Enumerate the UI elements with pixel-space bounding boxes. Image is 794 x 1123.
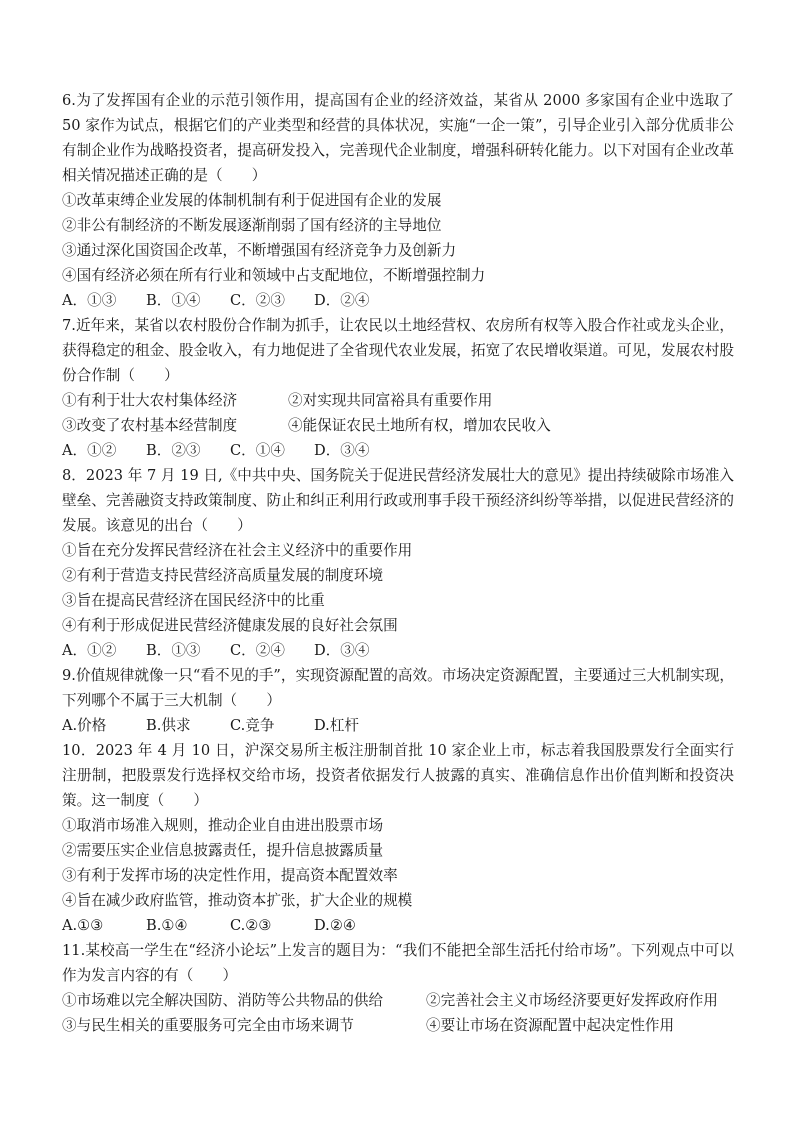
answer-c[interactable]: C．②③ <box>230 292 285 309</box>
answer-d[interactable]: D．③④ <box>314 642 370 659</box>
option-1: ①改革束缚企业发展的体制机制有利于促进国有企业的发展 <box>62 192 442 209</box>
question-stem: 10．2023 年 4 月 10 日，沪深交易所主板注册制首批 10 家企业上市，标志着我国股票发行全面实行注册制，把股票发行选择权交给市场，投资者依据发行人披露的真实、准确信息作出价值判断和投资决策。这一制度（ ） <box>62 742 734 809</box>
answer-b[interactable]: B．①④ <box>146 292 201 309</box>
answer-c[interactable]: C.②③ <box>230 917 272 934</box>
option-2: ②对实现共同富裕具有重要作用 <box>288 392 493 409</box>
question-stem: 8．2023 年 7 月 19 日,《中共中央、国务院关于促进民营经济发展壮大的意见》提出持续破除市场准入壁垒、完善融资支持政策制度、防止和纠正利用行政或刑事手段干预经济纠纷等举措，以促进民营经济的发展。该意见的出台（ ） <box>62 467 734 534</box>
question-stem: 6.为了发挥国有企业的示范引领作用，提高国有企业的经济效益，某省从 2000 多家国有企业中选取了 50 家作为试点，根据它们的产业类型和经营的具体状况，实施“一企一策”，引导企业引入部分优质非公有制企业作为战略投资者，提高研发投入，完善现代企业制度，增强科研转化能力。以下对国有企业改革相关情况描述正确的是（ ） <box>62 92 734 184</box>
question-8 <box>62 463 734 663</box>
answer-b[interactable]: B.①④ <box>146 917 188 934</box>
question-stem: 9.价值规律就像一只“看不见的手”，实现资源配置的高效。市场决定资源配置，主要通过三大机制实现，下列哪个不属于三大机制（ ） <box>62 667 734 709</box>
question-stem: 7.近年来，某省以农村股份合作制为抓手，让农民以土地经营权、农房所有权等入股合作社或龙头企业，获得稳定的租金、股金收入，有力地促进了全省现代农业发展，拓宽了农民增收渠道。可见，发展农村股份合作制（ ） <box>62 317 734 384</box>
answer-choices <box>62 288 734 313</box>
options-row <box>62 388 734 413</box>
answer-choices <box>62 438 734 463</box>
option-1: ①有利于壮大农村集体经济 <box>62 392 238 409</box>
option-4: ④能保证农民土地所有权，增加农民收入 <box>288 417 551 434</box>
question-stem: 11.某校高一学生在“经济小论坛”上发言的题目为：“我们不能把全部生活托付给市场”。下列观点中可以作为发言内容的有（ ） <box>62 942 734 984</box>
answer-d[interactable]: D.杠杆 <box>314 717 360 734</box>
answer-choices <box>62 638 734 663</box>
answer-d[interactable]: D.②④ <box>314 917 356 934</box>
question-10 <box>62 738 734 938</box>
option-1: ①旨在充分发挥民营经济在社会主义经济中的重要作用 <box>62 542 413 559</box>
answer-a[interactable]: A．①③ <box>62 292 117 309</box>
question-11 <box>62 938 734 1038</box>
option-4: ④要让市场在资源配置中起决定性作用 <box>426 1017 675 1034</box>
options-row <box>62 988 734 1013</box>
option-4: ④国有经济必须在所有行业和领域中占支配地位，不断增强控制力 <box>62 267 486 284</box>
answer-c[interactable]: C．②④ <box>230 642 285 659</box>
options-row <box>62 1013 734 1038</box>
answer-a[interactable]: A.①③ <box>62 917 104 934</box>
answer-a[interactable]: A．①② <box>62 642 117 659</box>
option-4: ④旨在减少政府监管，推动资本扩张，扩大企业的规模 <box>62 892 413 909</box>
option-4: ④有利于形成促进民营经济健康发展的良好社会氛围 <box>62 617 398 634</box>
option-3: ③改变了农村基本经营制度 <box>62 417 238 434</box>
options-row <box>62 413 734 438</box>
option-2: ②非公有制经济的不断发展逐渐削弱了国有经济的主导地位 <box>62 217 442 234</box>
option-1: ①市场难以完全解决国防、消防等公共物品的供给 <box>62 992 384 1009</box>
answer-choices <box>62 713 734 738</box>
answer-a[interactable]: A．①② <box>62 442 117 459</box>
answer-a[interactable]: A.价格 <box>62 717 107 734</box>
answer-choices <box>62 913 734 938</box>
option-2: ②完善社会主义市场经济要更好发挥政府作用 <box>426 992 718 1009</box>
exam-page <box>62 88 734 1038</box>
option-1: ①取消市场准入规则，推动企业自由进出股票市场 <box>62 817 384 834</box>
answer-d[interactable]: D．②④ <box>314 292 370 309</box>
question-6 <box>62 88 734 313</box>
question-7 <box>62 313 734 463</box>
answer-c[interactable]: C．①④ <box>230 442 285 459</box>
answer-c[interactable]: C.竞争 <box>230 717 275 734</box>
question-9 <box>62 663 734 738</box>
option-3: ③通过深化国资国企改革，不断增强国有经济竞争力及创新力 <box>62 242 457 259</box>
option-2: ②有利于营造支持民营经济高质量发展的制度环境 <box>62 567 384 584</box>
option-3: ③旨在提高民营经济在国民经济中的比重 <box>62 592 325 609</box>
answer-d[interactable]: D．③④ <box>314 442 370 459</box>
answer-b[interactable]: B．①③ <box>146 642 201 659</box>
answer-b[interactable]: B．②③ <box>146 442 201 459</box>
option-3: ③有利于发挥市场的决定性作用，提高资本配置效率 <box>62 867 398 884</box>
option-2: ②需要压实企业信息披露责任，提升信息披露质量 <box>62 842 384 859</box>
answer-b[interactable]: B.供求 <box>146 717 191 734</box>
option-3: ③与民生相关的重要服务可完全由市场来调节 <box>62 1017 354 1034</box>
